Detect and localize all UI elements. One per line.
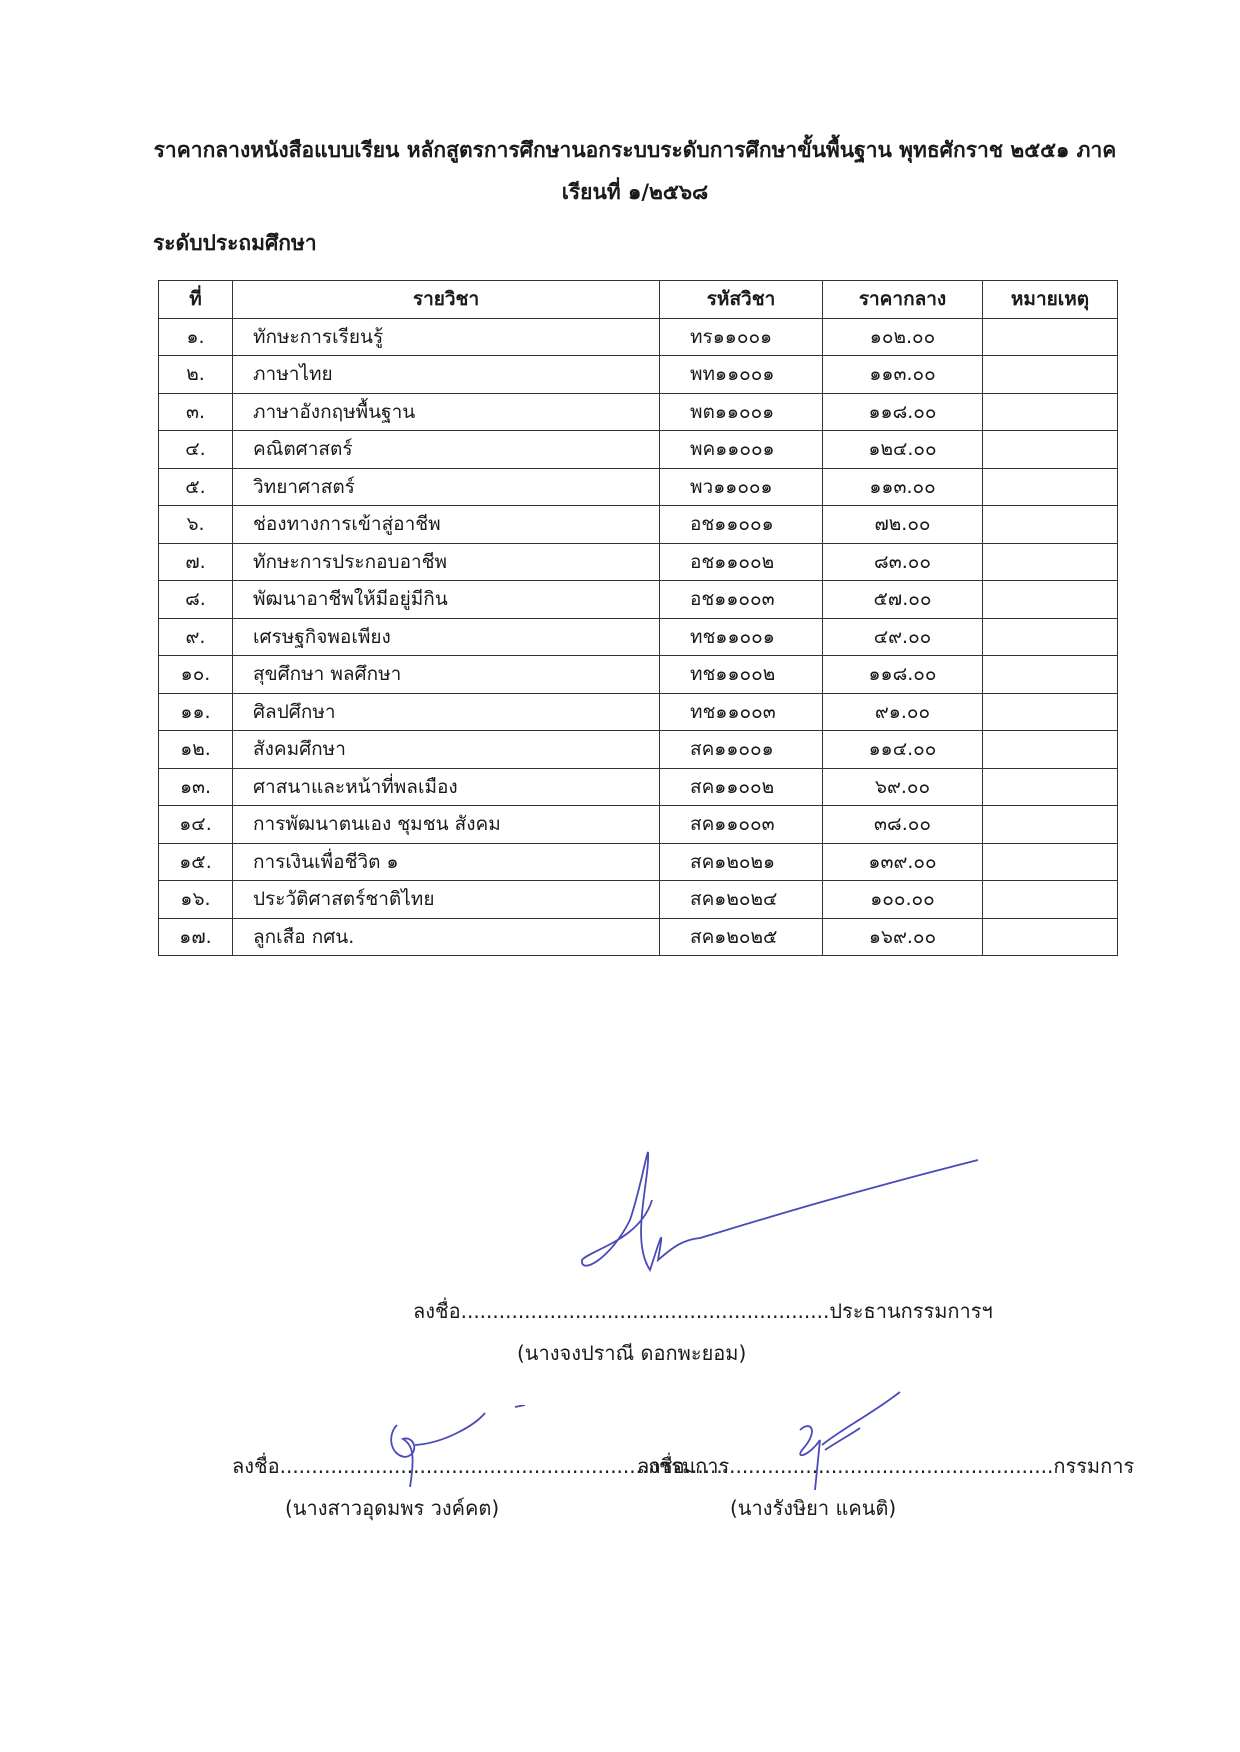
row-price: ๘๓.๐๐ <box>823 543 983 581</box>
row-note <box>983 731 1118 769</box>
row-subject: พัฒนาอาชีพให้มีอยู่มีกิน <box>233 581 660 619</box>
row-number: ๑๔. <box>159 806 233 844</box>
row-price: ๑๑๓.๐๐ <box>823 468 983 506</box>
row-subject: ประวัติศาสตร์ชาติไทย <box>233 881 660 919</box>
header-subject: รายวิชา <box>233 281 660 319</box>
row-subject: ศิลปศึกษา <box>233 693 660 731</box>
row-subject: ลูกเสือ กศน. <box>233 918 660 956</box>
row-subject: คณิตศาสตร์ <box>233 431 660 469</box>
row-note <box>983 318 1118 356</box>
member2-signature-line: ลงชื่อ..........................................................กรรมการ <box>637 1454 1135 1478</box>
row-subject: ภาษาอังกฤษพื้นฐาน <box>233 393 660 431</box>
row-subject: วิทยาศาสตร์ <box>233 468 660 506</box>
row-price: ๑๐๒.๐๐ <box>823 318 983 356</box>
table-row <box>159 618 1118 656</box>
table-row <box>159 881 1118 919</box>
row-price: ๑๓๙.๐๐ <box>823 843 983 881</box>
price-table <box>158 280 1118 956</box>
document-title: ราคากลางหนังสือแบบเรียน หลักสูตรการศึกษานอกระบบระดับการศึกษาขั้นพื้นฐาน พุทธศักราช ๒๕๕๑ ภาค <box>153 138 1117 162</box>
row-subject: ทักษะการประกอบอาชีพ <box>233 543 660 581</box>
row-number: ๑๒. <box>159 731 233 769</box>
table-row <box>159 918 1118 956</box>
row-number: ๔. <box>159 431 233 469</box>
row-note <box>983 918 1118 956</box>
table-row <box>159 731 1118 769</box>
row-note <box>983 881 1118 919</box>
row-number: ๓. <box>159 393 233 431</box>
row-code: พค๑๑๐๐๑ <box>660 431 823 469</box>
chair-signature-line: ลงชื่อ..........................................................ประธานกรรมการฯ <box>413 1299 993 1323</box>
row-code: พว๑๑๐๐๑ <box>660 468 823 506</box>
row-code: อช๑๑๐๐๓ <box>660 581 823 619</box>
row-subject: สุขศึกษา พลศึกษา <box>233 656 660 694</box>
member2-signature <box>780 1390 910 1500</box>
row-note <box>983 768 1118 806</box>
row-code: ทช๑๑๐๐๑ <box>660 618 823 656</box>
row-number: ๑๑. <box>159 693 233 731</box>
row-price: ๑๑๔.๐๐ <box>823 731 983 769</box>
row-number: ๑๓. <box>159 768 233 806</box>
row-subject: ศาสนาและหน้าที่พลเมือง <box>233 768 660 806</box>
row-price: ๑๑๘.๐๐ <box>823 656 983 694</box>
row-code: พต๑๑๐๐๑ <box>660 393 823 431</box>
row-price: ๓๘.๐๐ <box>823 806 983 844</box>
row-note <box>983 581 1118 619</box>
row-code: สค๑๑๐๐๓ <box>660 806 823 844</box>
row-code: ทช๑๑๐๐๒ <box>660 656 823 694</box>
row-number: ๖. <box>159 506 233 544</box>
row-note <box>983 431 1118 469</box>
row-code: สค๑๑๐๐๒ <box>660 768 823 806</box>
row-number: ๑๖. <box>159 881 233 919</box>
table-row <box>159 506 1118 544</box>
table-row <box>159 693 1118 731</box>
row-note <box>983 393 1118 431</box>
header-price: ราคากลาง <box>823 281 983 319</box>
table-row <box>159 581 1118 619</box>
row-price: ๑๐๐.๐๐ <box>823 881 983 919</box>
row-note <box>983 843 1118 881</box>
row-subject: ทักษะการเรียนรู้ <box>233 318 660 356</box>
document-title-continued: เรียนที่ ๑/๒๕๖๘ <box>561 180 709 204</box>
row-price: ๕๗.๐๐ <box>823 581 983 619</box>
row-note <box>983 693 1118 731</box>
row-price: ๗๒.๐๐ <box>823 506 983 544</box>
row-note <box>983 468 1118 506</box>
row-subject: การเงินเพื่อชีวิต ๑ <box>233 843 660 881</box>
row-number: ๑๕. <box>159 843 233 881</box>
row-code: ทช๑๑๐๐๓ <box>660 693 823 731</box>
row-subject: เศรษฐกิจพอเพียง <box>233 618 660 656</box>
table-row <box>159 768 1118 806</box>
row-code: อช๑๑๐๐๒ <box>660 543 823 581</box>
row-price: ๑๖๙.๐๐ <box>823 918 983 956</box>
table-row <box>159 393 1118 431</box>
table-row <box>159 543 1118 581</box>
row-number: ๕. <box>159 468 233 506</box>
row-code: สค๑๒๐๒๑ <box>660 843 823 881</box>
row-price: ๖๙.๐๐ <box>823 768 983 806</box>
row-number: ๑๐. <box>159 656 233 694</box>
member2-name: (นางรังษิยา แคนติ) <box>730 1496 897 1520</box>
row-code: พท๑๑๐๐๑ <box>660 356 823 394</box>
header-code: รหัสวิชา <box>660 281 823 319</box>
header-no: ที่ <box>159 281 233 319</box>
table-row <box>159 356 1118 394</box>
row-code: สค๑๑๐๐๑ <box>660 731 823 769</box>
table-header-row <box>159 281 1118 319</box>
row-note <box>983 356 1118 394</box>
education-level-heading: ระดับประถมศึกษา <box>153 231 317 255</box>
table-row <box>159 468 1118 506</box>
row-note <box>983 618 1118 656</box>
row-price: ๑๒๔.๐๐ <box>823 431 983 469</box>
row-price: ๑๑๓.๐๐ <box>823 356 983 394</box>
row-code: สค๑๒๐๒๕ <box>660 918 823 956</box>
table-row <box>159 656 1118 694</box>
row-code: ทร๑๑๐๐๑ <box>660 318 823 356</box>
row-note <box>983 506 1118 544</box>
table-row <box>159 806 1118 844</box>
row-note <box>983 806 1118 844</box>
member1-name: (นางสาวอุดมพร วงค์คต) <box>285 1496 500 1520</box>
row-code: สค๑๒๐๒๔ <box>660 881 823 919</box>
row-subject: ภาษาไทย <box>233 356 660 394</box>
header-note: หมายเหตุ <box>983 281 1118 319</box>
chair-signature <box>580 1150 980 1290</box>
table-row <box>159 318 1118 356</box>
row-price: ๑๑๘.๐๐ <box>823 393 983 431</box>
chair-name: (นางจงปราณี ดอกพะยอม) <box>517 1341 747 1365</box>
row-subject: ช่องทางการเข้าสู่อาชีพ <box>233 506 660 544</box>
row-number: ๘. <box>159 581 233 619</box>
row-number: ๑๗. <box>159 918 233 956</box>
row-price: ๙๑.๐๐ <box>823 693 983 731</box>
row-note <box>983 543 1118 581</box>
table-body <box>159 318 1118 956</box>
row-subject: สังคมศึกษา <box>233 731 660 769</box>
row-subject: การพัฒนาตนเอง ชุมชน สังคม <box>233 806 660 844</box>
member1-signature-line: ลงชื่อ..........................................................กรรมการ <box>232 1454 730 1478</box>
table-row <box>159 843 1118 881</box>
row-number: ๗. <box>159 543 233 581</box>
row-price: ๔๙.๐๐ <box>823 618 983 656</box>
row-code: อช๑๑๐๐๑ <box>660 506 823 544</box>
row-number: ๒. <box>159 356 233 394</box>
table-row <box>159 431 1118 469</box>
row-number: ๑. <box>159 318 233 356</box>
row-note <box>983 656 1118 694</box>
row-number: ๙. <box>159 618 233 656</box>
